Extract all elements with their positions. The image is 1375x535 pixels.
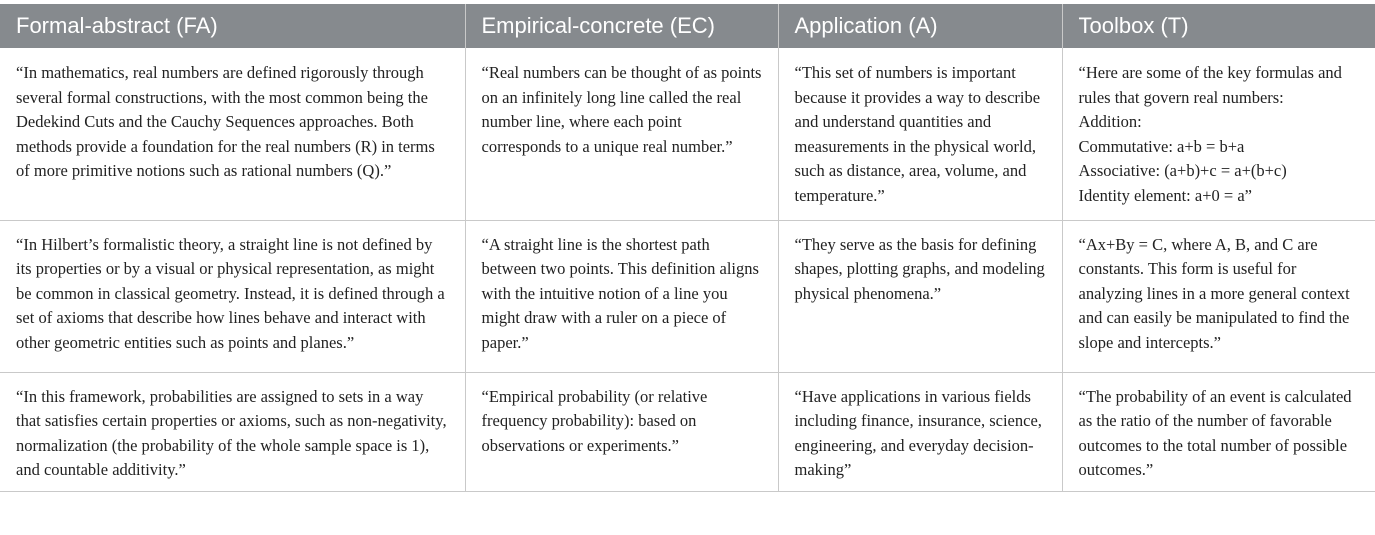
cell-empirical-concrete: “A straight line is the shortest path between two points. This definition aligns with the intuitive notion of a line you might draw with a ruler on a piece of paper.” <box>465 220 778 372</box>
cell-application: “They serve as the basis for defining shapes, plotting graphs, and modeling physical phenomena.” <box>778 220 1062 372</box>
table-row-straight-line <box>0 220 1375 372</box>
cell-formal-abstract: “In mathematics, real numbers are defined rigorously through several formal constructions, with the most common being the Dedekind Cuts and the Cauchy Sequences approaches. Both methods provide a foundation for the real numbers (R) in terms of more primitive notions such as rational numbers (Q).” <box>0 48 465 220</box>
cell-toolbox: “The probability of an event is calculated as the ratio of the number of favorable outcomes to the total number of possible outcomes.” <box>1062 372 1375 491</box>
table-row-real-numbers <box>0 48 1375 220</box>
cell-application: “Have applications in various fields including finance, insurance, science, engineering, and everyday decision-making” <box>778 372 1062 491</box>
toolbox-line: Commutative: a+b = b+a <box>1078 136 1245 156</box>
toolbox-line: Associative: (a+b)+c = a+(b+c) <box>1078 161 1287 181</box>
cell-empirical-concrete: “Real numbers can be thought of as points on an infinitely long line called the real number line, where each point corresponds to a unique real number.” <box>465 48 778 220</box>
cell-application: “This set of numbers is important because it provides a way to describe and understand quantities and measurements in the physical world, such as distance, area, volume, and temperature.” <box>778 48 1062 220</box>
toolbox-line: Identity element: a+0 = a” <box>1078 185 1252 205</box>
comparison-table <box>0 4 1375 492</box>
cell-empirical-concrete: “Empirical probability (or relative frequency probability): based on observations or experiments.” <box>465 372 778 491</box>
header-application: Application (A) <box>778 4 1062 48</box>
table-row-probability <box>0 372 1375 491</box>
cell-toolbox: “Ax+By = C, where A, B, and C are constants. This form is useful for analyzing lines in a more general context and can easily be manipulated to find the slope and intercepts.” <box>1062 220 1375 372</box>
header-toolbox: Toolbox (T) <box>1062 4 1375 48</box>
cell-toolbox <box>1062 48 1375 220</box>
cell-formal-abstract: “In this framework, probabilities are assigned to sets in a way that satisfies certain properties or axioms, such as non-negativity, normalization (the probability of the whole sample space is 1), and countable additivity.” <box>0 372 465 491</box>
cell-formal-abstract: “In Hilbert’s formalistic theory, a straight line is not defined by its properties or by a visual or physical representation, as might be common in classical geometry. Instead, it is defined through a set of axioms that describe how lines behave and interact with other geometric entities such as points and planes.” <box>0 220 465 372</box>
table-header <box>0 4 1375 48</box>
toolbox-line: Addition: <box>1078 112 1142 132</box>
toolbox-line: “Here are some of the key formulas and rules that govern real numbers: <box>1078 63 1342 107</box>
header-formal-abstract: Formal-abstract (FA) <box>0 4 465 48</box>
header-row <box>0 4 1375 48</box>
header-empirical-concrete: Empirical-concrete (EC) <box>465 4 778 48</box>
table-body <box>0 48 1375 491</box>
